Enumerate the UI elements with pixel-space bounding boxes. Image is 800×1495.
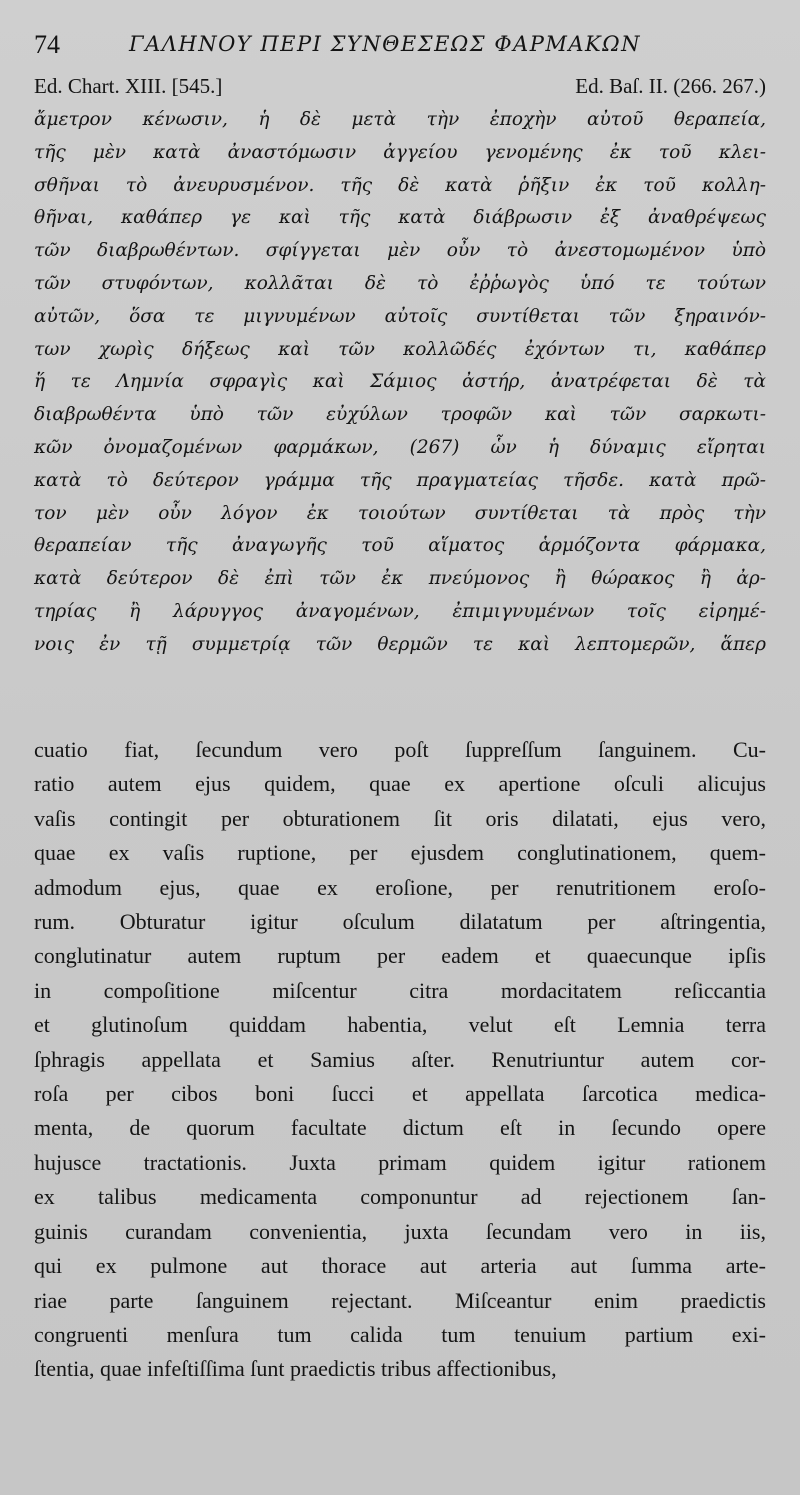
greek-line: κατὰ τὸ δεύτερον γράμμα τῆς πραγματείας τῆσδε. κατὰ πρῶ- <box>34 469 766 491</box>
latin-line: conglutinatur autem ruptum per eadem et quaecunque ipſis <box>34 943 766 969</box>
greek-line: κατὰ δεύτερον δὲ ἐπὶ τῶν ἐκ πνεύμονος ἢ θώρακος ἢ ἀρ- <box>34 568 766 590</box>
latin-line: guinis curandam convenientia, juxta ſecundam vero in iis, <box>34 1218 766 1244</box>
greek-line: τῆς μὲν κατὰ ἀναστόμωσιν ἀγγείου γενομένης ἐκ τοῦ κλει- <box>34 141 766 163</box>
greek-line: θεραπείαν τῆς ἀναγωγῆς τοῦ αἵματος ἁρμόζοντα φάρμακα, <box>34 535 766 557</box>
greek-line: τῶν στυφόντων, κολλᾶται δὲ τὸ ἐῤῥωγὸς ὑπό τε τούτων <box>34 272 766 294</box>
latin-line: vaſis contingit per obturationem ſit oris dilatati, ejus vero, <box>34 805 766 831</box>
greek-text-block <box>34 104 766 662</box>
greek-line: διαβρωθέντα ὑπὸ τῶν εὐχύλων τροφῶν καὶ τῶν σαρκωτι- <box>34 404 766 426</box>
greek-line: τηρίας ἢ λάρυγγος ἀναγομένων, ἐπιμιγνυμένων τοῖς εἰρημέ- <box>34 600 766 622</box>
latin-line: in compoſitione miſcentur citra mordacitatem reſiccantia <box>34 977 766 1003</box>
latin-line: ratio autem ejus quidem, quae ex apertione oſculi alicujus <box>34 771 766 797</box>
greek-line: των χωρὶς δήξεως καὶ τῶν κολλῶδές ἐχόντων τι, καθάπερ <box>34 338 766 360</box>
greek-line: κῶν ὀνομαζομένων φαρμάκων, (267) ὧν ἡ δύναμις εἴρηται <box>34 436 766 458</box>
greek-line: τῶν διαβρωθέντων. σφίγγεται μὲν οὖν τὸ ἀνεστομωμένον ὑπὸ <box>34 240 766 262</box>
latin-line: roſa per cibos boni ſucci et appellata ſarcotica medica- <box>34 1081 766 1107</box>
greek-line: νοις ἐν τῇ συμμετρίᾳ τῶν θερμῶν τε καὶ λεπτομερῶν, ἅπερ <box>34 633 766 655</box>
latin-line: quae ex vaſis ruptione, per ejusdem conglutinationem, quem- <box>34 840 766 866</box>
greek-line: ἄμετρον κένωσιν, ἡ δὲ μετὰ τὴν ἐποχὴν αὐτοῦ θεραπεία, <box>34 109 766 130</box>
latin-line: hujusce tractationis. Juxta primam quidem igitur rationem <box>34 1149 766 1175</box>
edition-chartier: Ed. Chart. XIII. [545.] <box>34 74 223 98</box>
latin-line: qui ex pulmone aut thorace aut arteria aut ſumma arte- <box>34 1253 766 1279</box>
latin-line: menta, de quorum facultate dictum eſt in ſecundo opere <box>34 1115 766 1141</box>
latin-line: rum. Obturatur igitur oſculum dilatatum per aſtringentia, <box>34 909 766 935</box>
latin-line: congruenti menſura tum calida tum tenuium partium exi- <box>34 1321 766 1347</box>
greek-line: τον μὲν οὖν λόγον ἐκ τοιούτων συντίθεται τὰ πρὸς τὴν <box>34 502 766 524</box>
latin-text-block <box>34 733 766 1387</box>
latin-line: riae parte ſanguinem rejectant. Miſceantur enim praedictis <box>34 1287 766 1313</box>
greek-line: αὐτῶν, ὅσα τε μιγνυμένων αὐτοῖς συντίθεται τῶν ξηραινόν- <box>34 305 766 327</box>
latin-line: et glutinoſum quiddam habentia, velut eſt Lemnia terra <box>34 1012 766 1038</box>
edition-basel: Ed. Baſ. II. (266. 267.) <box>575 74 766 98</box>
latin-line: ſtentia, quae infeſtiſſima ſunt praedictis tribus affectionibus, <box>34 1356 557 1382</box>
latin-line: ſphragis appellata et Samius aſter. Renutriuntur autem cor- <box>34 1046 766 1072</box>
latin-line: cuatio fiat, ſecundum vero poſt ſuppreſſum ſanguinem. Cu- <box>34 737 766 762</box>
greek-line: θῆναι, καθάπερ γε καὶ τῆς κατὰ διάβρωσιν ἐξ ἀναθρέψεως <box>34 207 766 229</box>
latin-line: admodum ejus, quae ex eroſione, per renutritionem eroſo- <box>34 874 766 900</box>
latin-line: ex talibus medicamenta componuntur ad rejectionem ſan- <box>34 1184 766 1210</box>
running-head <box>34 30 774 70</box>
page-number: 74 <box>34 30 60 59</box>
greek-line: σθῆναι τὸ ἀνευρυσμένον. τῆς δὲ κατὰ ῥῆξιν ἐκ τοῦ κολλη- <box>34 174 766 196</box>
edition-line <box>34 74 766 104</box>
greek-line: ἥ τε Λημνία σφραγὶς καὶ Σάμιος ἀστήρ, ἀνατρέφεται δὲ τὰ <box>34 371 766 393</box>
running-title: ΓΑΛΗΝΟΥ ΠΕΡΙ ΣΥΝΘΕΣΕΩΣ ΦΑΡΜΑΚΩΝ <box>129 32 641 56</box>
